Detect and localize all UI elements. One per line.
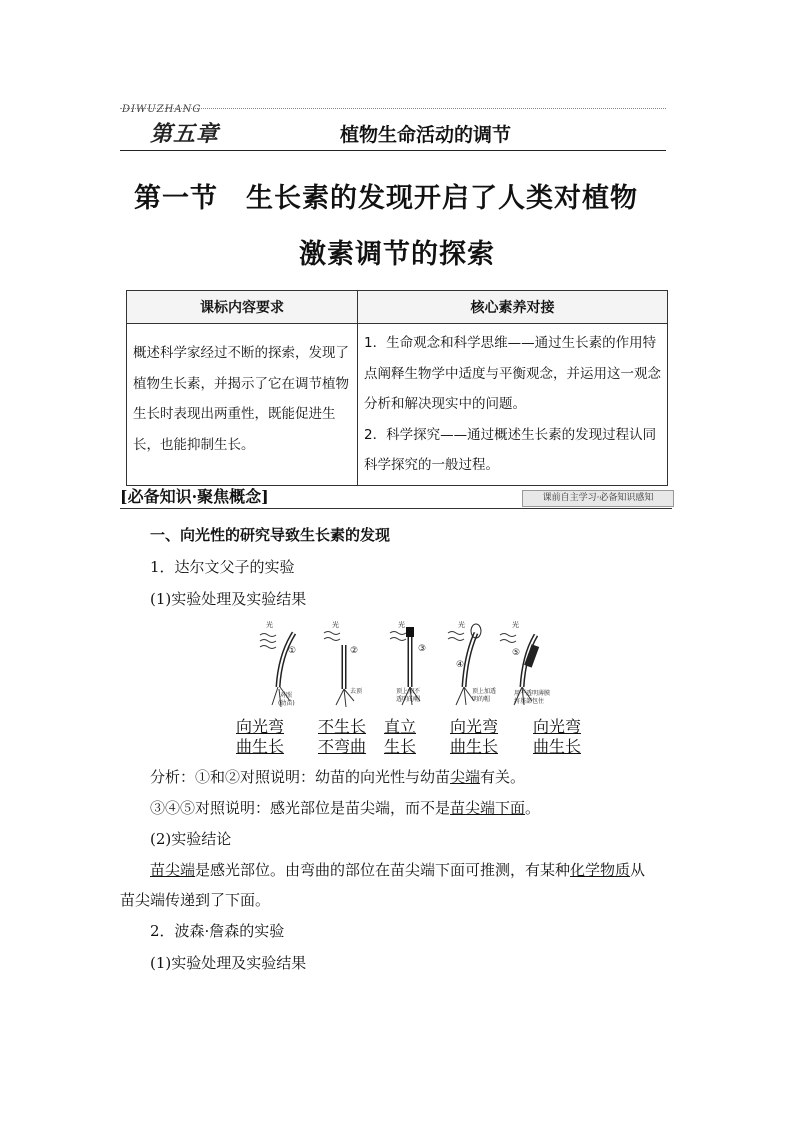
svg-text:去顶: 去顶 xyxy=(350,688,363,695)
panel-5-opaque-base xyxy=(500,620,550,705)
conclusion-line2: 苗尖端传递到了下面。 xyxy=(120,891,271,909)
svg-text:顶上加不: 顶上加不 xyxy=(396,688,421,695)
svg-text:将基部包住: 将基部包住 xyxy=(514,698,545,705)
svg-text:用不透明薄膜: 用不透明薄膜 xyxy=(514,690,551,697)
result-3: 直立 生长 xyxy=(384,717,417,756)
heading-3c: (1)实验处理及实验结果 xyxy=(150,954,307,972)
chapter-title: 植物生命活动的调节 xyxy=(340,124,512,146)
svg-text:光: 光 xyxy=(512,621,519,629)
standards-col1-header: 课标内容要求 xyxy=(127,291,358,324)
panel-4-transparent-cap xyxy=(448,620,496,705)
conclusion-line1: 苗尖端是感光部位。由弯曲的部位在苗尖端下面可推测，有某种化学物质从 xyxy=(150,861,646,879)
header-dotted-rule xyxy=(120,108,666,109)
section-title-line1: 第一节 生长素的发现开启了人类对植物 xyxy=(134,183,638,214)
panel-1-control xyxy=(260,620,296,707)
knowledge-title: [必备知识·聚焦概念] xyxy=(120,487,269,506)
standards-col1-text: 概述科学家经过不断的探索，发现了植物生长素，并揭示了它在调节植物生长时表现出两重性，既能促进生长，也能抑制生长。 xyxy=(127,324,358,486)
light-label: 光 xyxy=(266,621,273,629)
panel-2-decapitated xyxy=(324,620,363,707)
standards-col2-item2: 2．科学探究——通过概述生长素的发现过程认同科学探究的一般过程。 xyxy=(364,426,657,473)
heading-3a: (1)实验处理及实验结果 xyxy=(150,590,307,608)
svg-text:光: 光 xyxy=(332,621,339,629)
result-4: 向光弯 曲生长 xyxy=(450,717,499,756)
chapter-pinyin: DIWUZHANG xyxy=(122,104,202,115)
result-2: 不生长 不弯曲 xyxy=(318,717,367,756)
analysis-2: ③④⑤对照说明：感光部位是苗尖端，而不是苗尖端下面。 xyxy=(150,799,541,817)
svg-text:顶上加透: 顶上加透 xyxy=(472,688,497,695)
svg-text:①: ① xyxy=(288,646,297,656)
heading-2a: 1．达尔文父子的实验 xyxy=(150,558,295,576)
svg-text:光: 光 xyxy=(398,621,405,629)
heading-1: 一、向光性的研究导致生长素的发现 xyxy=(150,526,391,544)
standards-col2-item1: 1．生命观念和科学思维——通过生长素的作用特点阐释生物学中适度与平衡观念，并运用这一观念分析和解决现实中的问题。 xyxy=(364,335,661,412)
result-5: 向光弯 曲生长 xyxy=(533,717,582,756)
svg-text:②: ② xyxy=(350,646,359,656)
result-1: 向光弯 曲生长 xyxy=(236,717,285,756)
header-rule xyxy=(120,150,666,151)
svg-text:光: 光 xyxy=(458,621,465,629)
panel-3-opaque-cap xyxy=(390,620,426,705)
svg-text:④: ④ xyxy=(456,660,465,670)
heading-3b: (2)实验结论 xyxy=(150,830,232,848)
heading-2b: 2．波森·詹森的实验 xyxy=(150,922,285,940)
analysis-1: 分析：①和②对照说明：幼苗的向光性与幼苗尖端有关。 xyxy=(150,768,526,786)
chapter-label: 第五章 xyxy=(150,121,220,147)
svg-text:透明的帽: 透明的帽 xyxy=(396,696,421,703)
svg-text:对照: 对照 xyxy=(280,692,293,699)
darwin-experiment-figure xyxy=(250,615,560,715)
standards-table xyxy=(126,290,668,486)
svg-text:(幼苗): (幼苗) xyxy=(278,700,295,707)
knowledge-tag: 课前自主学习·必备知识感知 xyxy=(522,490,674,507)
svg-text:③: ③ xyxy=(418,644,427,654)
svg-text:明的帽: 明的帽 xyxy=(472,696,491,703)
standards-col2-header: 核心素养对接 xyxy=(358,291,668,324)
svg-text:⑤: ⑤ xyxy=(512,648,521,658)
section-title-line2: 激素调节的探索 xyxy=(299,239,495,270)
standards-col2-cell xyxy=(358,324,668,486)
